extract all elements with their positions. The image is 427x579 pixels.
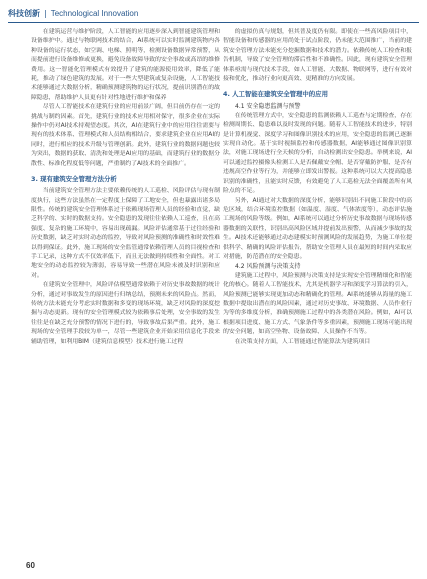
section-heading: 4. 人工智能在建筑安全管理中的应用 (223, 90, 328, 99)
right-column (223, 28, 412, 550)
header-title-en: Technological Innovation (50, 8, 139, 18)
subsection-heading: 4.2 风险预测与决策支持 (235, 263, 301, 271)
paragraph: 在决策支持方面，人工智能通过智能算法为建筑项目 (234, 338, 371, 345)
left-column (31, 28, 220, 550)
page-number: 60 (26, 561, 35, 570)
subsection-heading: 4.1 安全隐患监测与预警 (235, 103, 301, 111)
paragraph: 另外，AI通过对大数据的深度分析，能够识别出不同施工阶段中的高危区域，结合环境监控数据（如温度、湿度、气体浓度等），动态评估施工现场的风险等级。例如，AI系统可以通过分析历史事故数据与现场传感器数据的关联性，识别出高风险区域并提前发出预警，从而减少事故的发生。AI技术还能够通过动态建模实时预测风险的发展趋势，为施工单位提供科学、精确的风险评估报告，帮助安全管理人员在最短的时间内采取应对措施，防范潜在的安全隐患。 (223, 197, 412, 260)
paragraph: 尽管人工智能技术在建筑行业的应用前景广阔，但目前仍存在一定的挑战与制约因素。首先，建筑行业的技术应用相对保守，很多企业在实际操作中仍对AI技术持观望态度。其次，AI在建筑行业中的应用往往需要与现有的技术体系、管理模式和人员结构相结合，要求建筑企业在应用AI的同时，进行相应的技术升级与管理创新。此外，建筑行业的数据问题也较为突出，数据的获取、清洗和处理是AI应用的基础，而建筑行业的数据分散性、标准化程度低等问题，严重制约了AI技术的全面推广。 (31, 104, 220, 167)
header-separator: | (44, 8, 47, 18)
paragraph: 的虚拟仿真与规划，但其普及度仍有限。即使在一些高风险项目中，智能设备和传感器的应用尚处于试点阶段，仍未能大范围推广，当前的建筑安全管理方法未能充分挖掘数据和技术的潜力。依赖传统人工检查和报告机制，导致了安全管理的滞后性和不准确性。因此，现有建筑安全管理体系亟需与现代技术手段，如人工智能、大数据、物联网等，进行有效对接和优化，推动行业向更高效、更精准的方向发展。 (223, 29, 412, 83)
header-rule (8, 22, 419, 23)
paragraph: 在传统管理方式中，安全隐患的监测依赖人工巡查与定期检查，存在检测周期长、隐患难以及时发现的问题。随着人工智能技术的进步，特别是计算机视觉、深度学习和图像识别技术的应用，安全隐患的监测已逐渐实现自动化。基于实时视频监控和传感器数据，AI能够通过图像识别算法，对施工现场进行全天候的分析，自动检测出安全隐患。举例来说，AI可以通过监控摄像头检测工人是否佩戴安全帽、是否穿戴防护服、是否有违规高空作业等行为，并能够立即发出警报。这种系统可以大大提高隐患识别的准确性，且能实时反馈，有效避免了人工巡检无法全面覆盖所有风险点的不足。 (223, 112, 412, 195)
paragraph: 建筑施工过程中，风险预测与决策支持是实现安全管理精细化和智能化的核心。随着人工智能技术，尤其是机器学习和深度学习算法的引入，风险预测已能够实现更加动态和精确化的管理。AI系统能够从海量的施工数据中提取出潜在的风险因素，通过对历史事故、环境数据、人员作业行为等的多维度分析，准确预测施工过程中的各类潜在风险。例如，AI可以根据项目进度、施工方式、气象条件等多重因素，预测施工现场可能出现的安全问题，如高空坠物、设备故障、人员操作不当等。 (223, 272, 412, 336)
paragraph: 当前建筑安全管理方法主要依赖传统的人工巡检、风险评估与现有制度执行，这些方法虽然在一定程度上保障了工地安全，但也暴露出诸多局限性。传统的建筑安全管理体系过于依赖现场管理人员的经验和直觉，缺乏科学的、实时的数据支持。安全隐患的发现往往依赖人工巡查，且在高强度、复杂的施工环境中，容易出现疏漏。风险评估通常基于过往经验和历史数据，缺乏对实时动态的监控，导致对风险预测的准确性和时效性难以得到保证。此外，施工现场的安全监管通常依赖管理人员的目视检查和手工记录，这种方式不仅效率低下，而且无法做到持续性和全面性。对工地安全的动态监控较为薄弱，容易导致一些潜在风险未被及时识别和应对。 (31, 188, 220, 279)
header-title-cn: 科技创新 (8, 8, 40, 18)
paragraph: 在建筑运营与维护阶段，人工智能的应用逐步深入到智能建筑管理和设备维护中。通过与物联网技术的结合，AI系统可以实时监测建筑物内各种设备的运行状态，如空调、电梯、照明等，检测设备数据异常预警，从而提前进行设备维修或更换，避免设备故障导致的安全事故或高昂的维修费用。这一智能化管理模式有效提升了建筑的能源使用效率，降低了能耗，推动了绿色建筑的发展。对于一些大型建筑或复杂设施，人工智能技术能够通过大数据分析，精确预测建筑物的运行状况，提前识别潜在的故障隐患，帮助维护人员更有针对性地进行维护和保养 (31, 29, 220, 101)
section-heading: 3. 现有建筑安全管理方法分析 (31, 175, 117, 184)
running-header (8, 6, 419, 20)
paragraph: 在建筑安全管理中，风险评估模型通常依赖于对历史事故数据的统计分析，通过对事故发生的原因进行归纳总结，预测未来的风险点。然而，传统方法未能充分考虑实时数据和多变的现场环境，缺乏对风险的深度挖掘与动态更新。现有的安全管理模式较为依赖事后处理，安全事故的发生往往是在缺乏充分预警的情况下进行的，导致事故后果严重。此外，施工现场的安全管理手段较为单一，尽管一些建筑企业开始采用信息化手段来辅助管理，如利用BIM（建筑信息模型）技术进行施工过程 (31, 282, 220, 345)
